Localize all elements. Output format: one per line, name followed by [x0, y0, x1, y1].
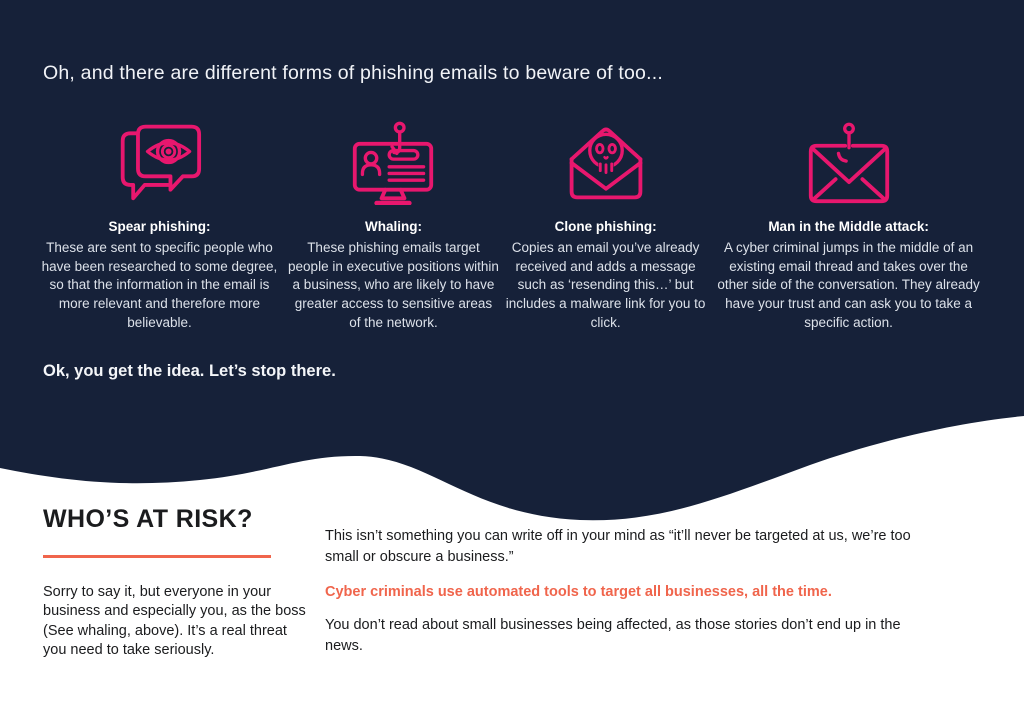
- phishing-type-description: These are sent to specific people who have been researched to some degree, so that the information in the email is more relevant and therefore more believable.: [41, 240, 278, 330]
- phishing-type-mitm: [712, 117, 985, 332]
- phishing-type-title: Whaling:: [364, 219, 422, 234]
- risk-paragraph-1: This isn’t something you can write off in your mind as “it’ll never be targeted at us, we’re too small or obscure a business.”: [325, 528, 911, 566]
- phishing-type-title: Clone phishing:: [554, 219, 657, 234]
- phishing-type-description: A cyber criminal jumps in the middle of an existing email thread and takes over the other side of the conversation. They already have your trust and can ask you to take a specific action.: [717, 240, 980, 330]
- speech-bubbles-eye-icon: [35, 117, 284, 207]
- risk-heading: WHO’S AT RISK?: [43, 505, 253, 533]
- phishing-type-clone: [503, 117, 708, 332]
- envelope-skull-icon: [503, 117, 708, 207]
- phishing-type-description: These phishing emails target people in executive positions within a business, who are likely to have greater access to sensitive areas of the network.: [288, 240, 499, 330]
- phishing-type-whaling: [288, 117, 499, 332]
- risk-section: [0, 500, 1024, 661]
- risk-intro-text: Sorry to say it, but everyone in your business and especially you, as the boss (See whaling, above). It’s a real threat you need to take seriously.: [43, 584, 306, 659]
- page-title: Oh, and there are different forms of phishing emails to beware of too...: [43, 62, 663, 84]
- risk-right-column: [325, 526, 939, 661]
- phishing-type-description: Copies an email you’ve already received and adds a message such as ‘resending this…’ but includes a malware link for you to click.: [505, 240, 706, 330]
- phishing-type-title: Spear phishing:: [108, 219, 211, 234]
- phishing-type-title: Man in the Middle attack:: [768, 219, 929, 234]
- risk-highlight-text: Cyber criminals use automated tools to target all businesses, all the time.: [325, 584, 832, 601]
- phishing-type-spear: [35, 117, 284, 332]
- monitor-id-card-hook-icon: [288, 117, 499, 207]
- risk-paragraph-2: You don’t read about small businesses being affected, as those stories don’t end up in the news.: [325, 617, 901, 655]
- phishing-types-row: [0, 85, 1024, 332]
- closing-line: Ok, you get the idea. Let’s stop there.: [43, 362, 336, 381]
- envelope-fishing-hook-icon: [712, 117, 985, 207]
- orange-divider: [43, 555, 271, 558]
- risk-left-column: [43, 500, 313, 661]
